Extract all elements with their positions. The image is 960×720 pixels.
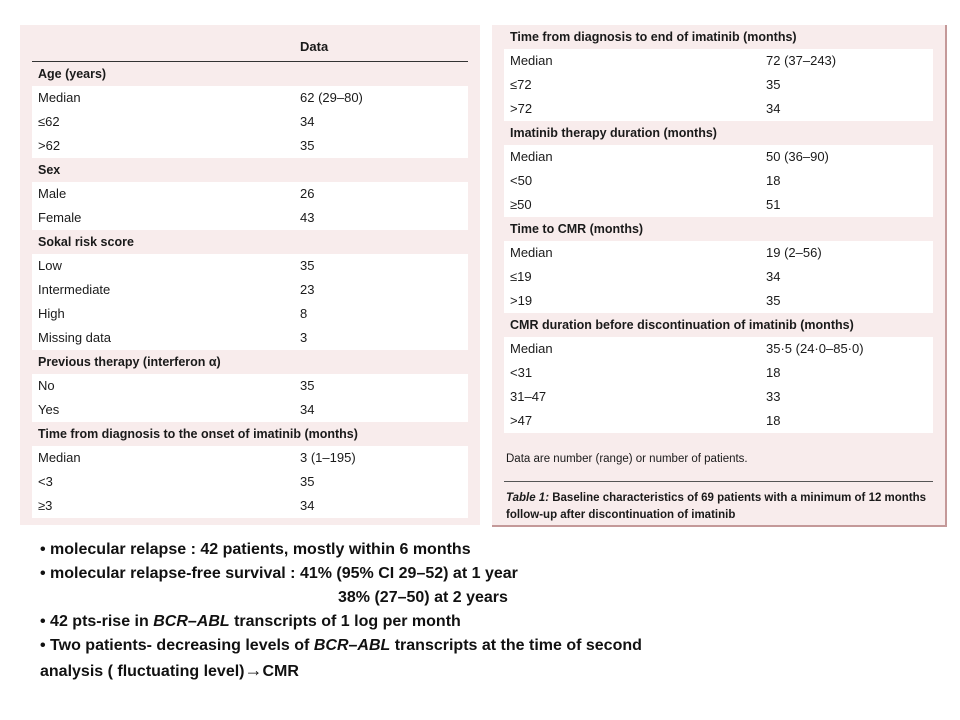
section-header: Sex <box>32 158 468 182</box>
baseline-table-left <box>32 25 468 518</box>
section-header: Previous therapy (interferon α) <box>32 350 468 374</box>
row-value: 23 <box>300 282 315 297</box>
row-label: ≤62 <box>38 114 60 129</box>
section-header: Sokal risk score <box>32 230 468 254</box>
row-value: 18 <box>766 413 781 428</box>
row-value: 18 <box>766 173 781 188</box>
row-label: Median <box>510 53 553 68</box>
bullet-bcr-abl-rise <box>40 610 940 634</box>
table-row <box>504 193 933 217</box>
table-caption-text: Baseline characteristics of 69 patients with a minimum of 12 months follow-up after discontinuation of imatinib <box>506 492 927 521</box>
bullet-relapse-free-survival-cont: 38% (27–50) at 2 years <box>338 589 508 606</box>
row-value: 50 (36–90) <box>766 149 829 164</box>
row-label: Low <box>38 258 62 273</box>
section-header: Imatinib therapy duration (months) <box>504 121 933 145</box>
table-row <box>32 446 468 470</box>
row-value: 26 <box>300 186 315 201</box>
table-row <box>504 169 933 193</box>
table-row <box>504 361 933 385</box>
section-header: Time to CMR (months) <box>504 217 933 241</box>
row-value: 35 <box>766 293 781 308</box>
row-label: Median <box>510 341 553 356</box>
row-label: Median <box>510 245 553 260</box>
row-label: ≥3 <box>38 498 53 513</box>
table-row <box>504 385 933 409</box>
baseline-table-right <box>504 25 933 433</box>
table-row <box>32 326 468 350</box>
row-value: 35 <box>300 258 315 273</box>
row-value: 18 <box>766 365 781 380</box>
row-label: Median <box>38 90 81 105</box>
table-row <box>32 110 468 134</box>
table-row <box>32 86 468 110</box>
data-column-header: Data <box>300 39 329 54</box>
table-row <box>32 470 468 494</box>
row-value: 34 <box>300 402 315 417</box>
section-header: CMR duration before discontinuation of imatinib (months) <box>504 313 933 337</box>
table-row <box>32 278 468 302</box>
row-value: 34 <box>300 498 315 513</box>
row-value: 62 (29–80) <box>300 90 363 105</box>
bullet-list <box>40 538 940 684</box>
table-row <box>32 398 468 422</box>
row-label: <50 <box>510 173 533 188</box>
bullet-text: CMR <box>262 663 299 680</box>
bullet-text: • Two patients- decreasing levels of <box>40 637 314 654</box>
row-label: Yes <box>38 402 60 417</box>
gene-name: BCR–ABL <box>313 637 391 654</box>
row-value: 35 <box>300 474 315 489</box>
table-footer <box>504 435 933 524</box>
row-label: Male <box>38 186 67 201</box>
table-row <box>504 409 933 433</box>
row-label: Intermediate <box>38 282 111 297</box>
table-row <box>504 49 933 73</box>
row-label: Missing data <box>38 330 111 345</box>
table-row <box>32 134 468 158</box>
section-header: Time from diagnosis to the onset of imatinib (months) <box>32 422 468 446</box>
table-row <box>32 302 468 326</box>
row-label: Female <box>38 210 82 225</box>
row-value: 35 <box>766 77 781 92</box>
row-label: ≤72 <box>510 77 532 92</box>
gene-name: BCR–ABL <box>153 613 230 630</box>
row-label: ≥50 <box>510 197 532 212</box>
bullet-text: analysis ( fluctuating level) <box>40 663 245 680</box>
table-caption <box>504 490 933 524</box>
row-label: >72 <box>510 101 533 116</box>
table-row <box>32 254 468 278</box>
table-row <box>504 289 933 313</box>
row-label: >62 <box>38 138 61 153</box>
row-value: 35·5 (24·0–85·0) <box>766 341 864 356</box>
row-value: 8 <box>300 306 308 321</box>
row-label: >47 <box>510 413 533 428</box>
row-value: 72 (37–243) <box>766 53 837 68</box>
left-table-panel <box>20 25 480 525</box>
right-table-panel <box>492 25 947 527</box>
table-row <box>32 374 468 398</box>
table-row <box>504 73 933 97</box>
bullet-relapse-free-survival: • molecular relapse-free survival : 41% (95% CI 29–52) at 1 year <box>40 565 518 582</box>
row-label: Median <box>510 149 553 164</box>
row-value: 35 <box>300 378 315 393</box>
bullet-text: • 42 pts-rise in <box>40 613 154 630</box>
table-row <box>504 145 933 169</box>
row-label: >19 <box>510 293 533 308</box>
row-label: 31–47 <box>510 389 547 404</box>
section-header: Age (years) <box>32 62 468 86</box>
row-value: 34 <box>766 101 781 116</box>
table-row <box>504 337 933 361</box>
right-arrow-icon: → <box>244 660 263 680</box>
bullet-molecular-relapse: • molecular relapse : 42 patients, mostly within 6 months <box>40 541 471 558</box>
table-row <box>504 97 933 121</box>
row-value: 34 <box>766 269 781 284</box>
table-header-row <box>32 25 468 62</box>
row-label: <31 <box>510 365 533 380</box>
table-row <box>32 494 468 518</box>
row-value: 34 <box>300 114 315 129</box>
table-caption-lead: Table 1: <box>506 492 550 504</box>
section-header: Time from diagnosis to end of imatinib (months) <box>504 25 933 49</box>
table-row <box>504 265 933 289</box>
row-label: High <box>38 306 65 321</box>
table-row <box>504 241 933 265</box>
row-value: 35 <box>300 138 315 153</box>
bullet-text: transcripts of 1 log per month <box>229 613 461 630</box>
bullet-decreasing-levels-cont <box>40 658 940 684</box>
row-value: 3 <box>300 330 308 345</box>
bullet-decreasing-levels <box>40 634 940 658</box>
table-note: Data are number (range) or number of patients. <box>504 453 933 482</box>
row-label: <3 <box>38 474 53 489</box>
row-value: 33 <box>766 389 781 404</box>
table-row <box>32 182 468 206</box>
row-label: ≤19 <box>510 269 532 284</box>
table-row <box>32 206 468 230</box>
row-value: 19 (2–56) <box>766 245 822 260</box>
bullet-text: transcripts at the time of second <box>390 637 642 654</box>
row-value: 3 (1–195) <box>300 450 356 465</box>
row-value: 43 <box>300 210 315 225</box>
row-label: No <box>38 378 55 393</box>
row-label: Median <box>38 450 81 465</box>
row-value: 51 <box>766 197 781 212</box>
